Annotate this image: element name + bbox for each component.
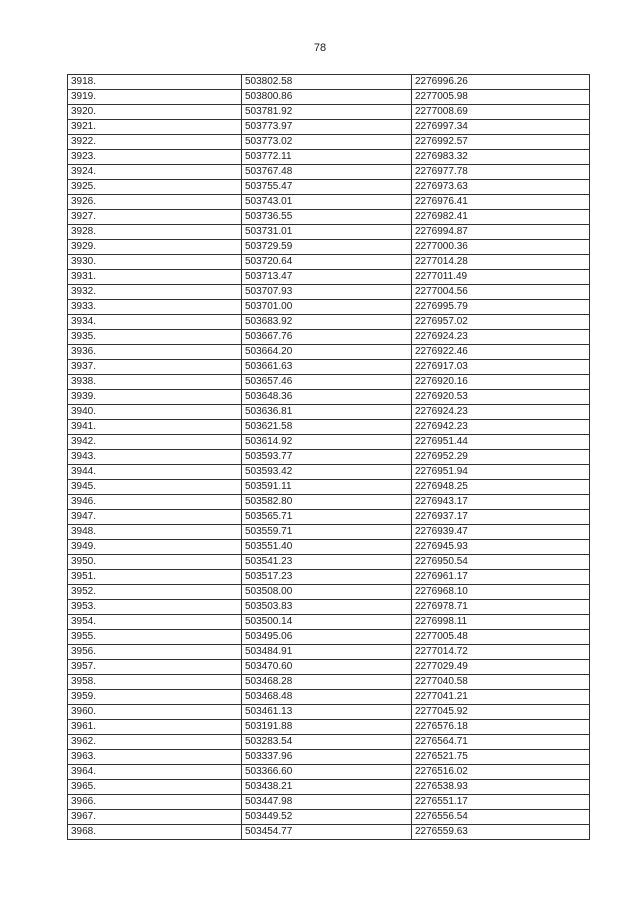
y-coordinate-cell: 2277014.72 (412, 645, 590, 660)
y-coordinate-cell: 2276920.16 (412, 375, 590, 390)
y-coordinate-cell: 2276978.71 (412, 600, 590, 615)
point-number-cell: 3955. (68, 630, 242, 645)
table-row (68, 570, 590, 585)
y-coordinate-cell: 2276950.54 (412, 555, 590, 570)
x-coordinate-cell: 503667.76 (242, 330, 412, 345)
table-row (68, 180, 590, 195)
x-coordinate-cell: 503468.28 (242, 675, 412, 690)
table-row (68, 195, 590, 210)
point-number-cell: 3926. (68, 195, 242, 210)
y-coordinate-cell: 2276556.54 (412, 810, 590, 825)
y-coordinate-cell: 2276937.17 (412, 510, 590, 525)
x-coordinate-cell: 503720.64 (242, 255, 412, 270)
y-coordinate-cell: 2277014.28 (412, 255, 590, 270)
x-coordinate-cell: 503729.59 (242, 240, 412, 255)
point-number-cell: 3961. (68, 720, 242, 735)
x-coordinate-cell: 503447.98 (242, 795, 412, 810)
table-row (68, 450, 590, 465)
table-row (68, 345, 590, 360)
y-coordinate-cell: 2276924.23 (412, 330, 590, 345)
x-coordinate-cell: 503559.71 (242, 525, 412, 540)
point-number-cell: 3949. (68, 540, 242, 555)
y-coordinate-cell: 2276973.63 (412, 180, 590, 195)
table-row (68, 240, 590, 255)
table-row (68, 210, 590, 225)
table-row (68, 495, 590, 510)
table-row (68, 75, 590, 90)
point-number-cell: 3947. (68, 510, 242, 525)
x-coordinate-cell: 503470.60 (242, 660, 412, 675)
x-coordinate-cell: 503565.71 (242, 510, 412, 525)
point-number-cell: 3953. (68, 600, 242, 615)
x-coordinate-cell: 503495.06 (242, 630, 412, 645)
x-coordinate-cell: 503773.02 (242, 135, 412, 150)
x-coordinate-cell: 503664.20 (242, 345, 412, 360)
x-coordinate-cell: 503283.54 (242, 735, 412, 750)
y-coordinate-cell: 2277040.58 (412, 675, 590, 690)
table-row (68, 360, 590, 375)
y-coordinate-cell: 2277000.36 (412, 240, 590, 255)
y-coordinate-cell: 2276998.11 (412, 615, 590, 630)
point-number-cell: 3964. (68, 765, 242, 780)
point-number-cell: 3937. (68, 360, 242, 375)
point-number-cell: 3929. (68, 240, 242, 255)
table-row (68, 660, 590, 675)
table-row (68, 645, 590, 660)
page-number: 78 (313, 42, 327, 54)
y-coordinate-cell: 2276997.34 (412, 120, 590, 135)
table-row (68, 765, 590, 780)
y-coordinate-cell: 2276961.17 (412, 570, 590, 585)
x-coordinate-cell: 503701.00 (242, 300, 412, 315)
point-number-cell: 3948. (68, 525, 242, 540)
y-coordinate-cell: 2276564.71 (412, 735, 590, 750)
x-coordinate-cell: 503800.86 (242, 90, 412, 105)
point-number-cell: 3924. (68, 165, 242, 180)
y-coordinate-cell: 2276951.94 (412, 465, 590, 480)
y-coordinate-cell: 2277008.69 (412, 105, 590, 120)
table-row (68, 540, 590, 555)
x-coordinate-cell: 503468.48 (242, 690, 412, 705)
x-coordinate-cell: 503802.58 (242, 75, 412, 90)
point-number-cell: 3950. (68, 555, 242, 570)
point-number-cell: 3968. (68, 825, 242, 840)
table-row (68, 510, 590, 525)
table-row (68, 630, 590, 645)
table-row (68, 480, 590, 495)
point-number-cell: 3944. (68, 465, 242, 480)
point-number-cell: 3959. (68, 690, 242, 705)
point-number-cell: 3940. (68, 405, 242, 420)
x-coordinate-cell: 503191.88 (242, 720, 412, 735)
table-row (68, 405, 590, 420)
y-coordinate-cell: 2276995.79 (412, 300, 590, 315)
x-coordinate-cell: 503500.14 (242, 615, 412, 630)
x-coordinate-cell: 503551.40 (242, 540, 412, 555)
y-coordinate-cell: 2276942.23 (412, 420, 590, 435)
x-coordinate-cell: 503593.77 (242, 450, 412, 465)
point-number-cell: 3939. (68, 390, 242, 405)
x-coordinate-cell: 503767.48 (242, 165, 412, 180)
point-number-cell: 3932. (68, 285, 242, 300)
table-row (68, 285, 590, 300)
table-row (68, 390, 590, 405)
y-coordinate-cell: 2277011.49 (412, 270, 590, 285)
table-row (68, 750, 590, 765)
x-coordinate-cell: 503731.01 (242, 225, 412, 240)
y-coordinate-cell: 2276559.63 (412, 825, 590, 840)
coordinates-table-body (68, 75, 590, 840)
table-row (68, 465, 590, 480)
x-coordinate-cell: 503657.46 (242, 375, 412, 390)
x-coordinate-cell: 503517.23 (242, 570, 412, 585)
point-number-cell: 3967. (68, 810, 242, 825)
point-number-cell: 3931. (68, 270, 242, 285)
x-coordinate-cell: 503661.63 (242, 360, 412, 375)
table-row (68, 315, 590, 330)
table-row (68, 120, 590, 135)
table-row (68, 135, 590, 150)
point-number-cell: 3920. (68, 105, 242, 120)
point-number-cell: 3921. (68, 120, 242, 135)
table-row (68, 420, 590, 435)
x-coordinate-cell: 503449.52 (242, 810, 412, 825)
y-coordinate-cell: 2276943.17 (412, 495, 590, 510)
point-number-cell: 3935. (68, 330, 242, 345)
point-number-cell: 3925. (68, 180, 242, 195)
x-coordinate-cell: 503484.91 (242, 645, 412, 660)
x-coordinate-cell: 503541.23 (242, 555, 412, 570)
point-number-cell: 3958. (68, 675, 242, 690)
table-row (68, 375, 590, 390)
coordinates-table (67, 74, 590, 840)
point-number-cell: 3942. (68, 435, 242, 450)
y-coordinate-cell: 2276516.02 (412, 765, 590, 780)
y-coordinate-cell: 2276939.47 (412, 525, 590, 540)
y-coordinate-cell: 2276952.29 (412, 450, 590, 465)
x-coordinate-cell: 503582.80 (242, 495, 412, 510)
y-coordinate-cell: 2276992.57 (412, 135, 590, 150)
point-number-cell: 3934. (68, 315, 242, 330)
point-number-cell: 3923. (68, 150, 242, 165)
y-coordinate-cell: 2276945.93 (412, 540, 590, 555)
table-row (68, 675, 590, 690)
x-coordinate-cell: 503636.81 (242, 405, 412, 420)
x-coordinate-cell: 503503.83 (242, 600, 412, 615)
table-row (68, 825, 590, 840)
y-coordinate-cell: 2277004.56 (412, 285, 590, 300)
y-coordinate-cell: 2276576.18 (412, 720, 590, 735)
y-coordinate-cell: 2276922.46 (412, 345, 590, 360)
table-row (68, 270, 590, 285)
table-row (68, 795, 590, 810)
point-number-cell: 3919. (68, 90, 242, 105)
x-coordinate-cell: 503755.47 (242, 180, 412, 195)
point-number-cell: 3946. (68, 495, 242, 510)
point-number-cell: 3960. (68, 705, 242, 720)
table-row (68, 615, 590, 630)
x-coordinate-cell: 503713.47 (242, 270, 412, 285)
x-coordinate-cell: 503438.21 (242, 780, 412, 795)
y-coordinate-cell: 2276994.87 (412, 225, 590, 240)
table-row (68, 435, 590, 450)
x-coordinate-cell: 503736.55 (242, 210, 412, 225)
y-coordinate-cell: 2276977.78 (412, 165, 590, 180)
point-number-cell: 3943. (68, 450, 242, 465)
y-coordinate-cell: 2276521.75 (412, 750, 590, 765)
y-coordinate-cell: 2276957.02 (412, 315, 590, 330)
table-row (68, 810, 590, 825)
x-coordinate-cell: 503683.92 (242, 315, 412, 330)
point-number-cell: 3918. (68, 75, 242, 90)
point-number-cell: 3922. (68, 135, 242, 150)
point-number-cell: 3966. (68, 795, 242, 810)
table-row (68, 705, 590, 720)
table-row (68, 330, 590, 345)
y-coordinate-cell: 2276551.17 (412, 795, 590, 810)
point-number-cell: 3930. (68, 255, 242, 270)
table-row (68, 720, 590, 735)
point-number-cell: 3952. (68, 585, 242, 600)
x-coordinate-cell: 503593.42 (242, 465, 412, 480)
table-row (68, 255, 590, 270)
table-row (68, 105, 590, 120)
point-number-cell: 3936. (68, 345, 242, 360)
x-coordinate-cell: 503366.60 (242, 765, 412, 780)
y-coordinate-cell: 2276976.41 (412, 195, 590, 210)
table-row (68, 600, 590, 615)
point-number-cell: 3933. (68, 300, 242, 315)
y-coordinate-cell: 2277045.92 (412, 705, 590, 720)
x-coordinate-cell: 503772.11 (242, 150, 412, 165)
point-number-cell: 3956. (68, 645, 242, 660)
table-row (68, 90, 590, 105)
x-coordinate-cell: 503743.01 (242, 195, 412, 210)
point-number-cell: 3954. (68, 615, 242, 630)
point-number-cell: 3945. (68, 480, 242, 495)
x-coordinate-cell: 503591.11 (242, 480, 412, 495)
y-coordinate-cell: 2276924.23 (412, 405, 590, 420)
x-coordinate-cell: 503337.96 (242, 750, 412, 765)
point-number-cell: 3941. (68, 420, 242, 435)
table-row (68, 150, 590, 165)
y-coordinate-cell: 2276951.44 (412, 435, 590, 450)
point-number-cell: 3957. (68, 660, 242, 675)
y-coordinate-cell: 2276538.93 (412, 780, 590, 795)
y-coordinate-cell: 2277041.21 (412, 690, 590, 705)
table-row (68, 165, 590, 180)
x-coordinate-cell: 503621.58 (242, 420, 412, 435)
y-coordinate-cell: 2276982.41 (412, 210, 590, 225)
point-number-cell: 3965. (68, 780, 242, 795)
table-row (68, 735, 590, 750)
point-number-cell: 3963. (68, 750, 242, 765)
x-coordinate-cell: 503508.00 (242, 585, 412, 600)
table-row (68, 525, 590, 540)
x-coordinate-cell: 503781.92 (242, 105, 412, 120)
y-coordinate-cell: 2276917.03 (412, 360, 590, 375)
table-row (68, 780, 590, 795)
point-number-cell: 3951. (68, 570, 242, 585)
y-coordinate-cell: 2276983.32 (412, 150, 590, 165)
table-row (68, 585, 590, 600)
x-coordinate-cell: 503707.93 (242, 285, 412, 300)
y-coordinate-cell: 2277029.49 (412, 660, 590, 675)
point-number-cell: 3928. (68, 225, 242, 240)
point-number-cell: 3927. (68, 210, 242, 225)
point-number-cell: 3962. (68, 735, 242, 750)
y-coordinate-cell: 2276920.53 (412, 390, 590, 405)
x-coordinate-cell: 503773.97 (242, 120, 412, 135)
table-row (68, 225, 590, 240)
table-row (68, 300, 590, 315)
y-coordinate-cell: 2277005.98 (412, 90, 590, 105)
y-coordinate-cell: 2277005.48 (412, 630, 590, 645)
y-coordinate-cell: 2276968.10 (412, 585, 590, 600)
point-number-cell: 3938. (68, 375, 242, 390)
x-coordinate-cell: 503454.77 (242, 825, 412, 840)
y-coordinate-cell: 2276948.25 (412, 480, 590, 495)
table-row (68, 690, 590, 705)
x-coordinate-cell: 503614.92 (242, 435, 412, 450)
table-row (68, 555, 590, 570)
x-coordinate-cell: 503461.13 (242, 705, 412, 720)
y-coordinate-cell: 2276996.26 (412, 75, 590, 90)
x-coordinate-cell: 503648.36 (242, 390, 412, 405)
